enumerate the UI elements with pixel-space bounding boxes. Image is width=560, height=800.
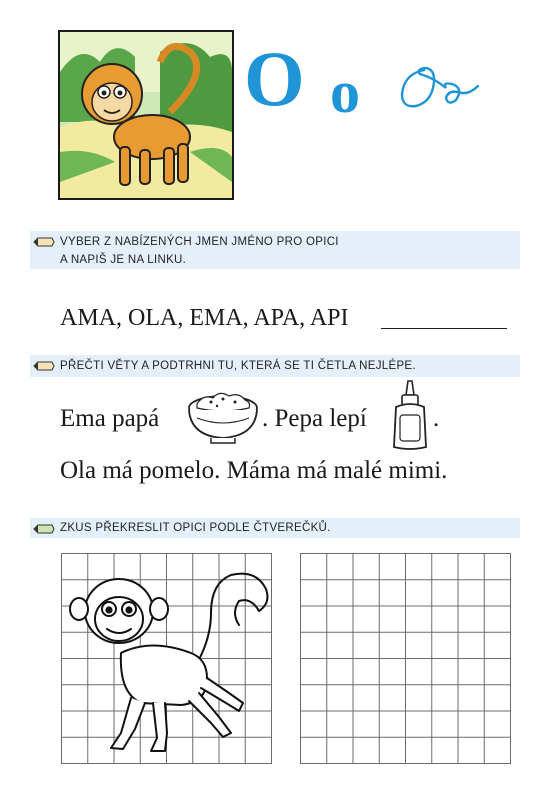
monkey-illustration xyxy=(58,30,234,200)
bowl-picture xyxy=(183,388,263,446)
grid-with-monkey xyxy=(61,553,273,765)
pencil-icon xyxy=(32,235,56,249)
sentence-end: . xyxy=(433,405,440,432)
pencil-icon xyxy=(32,522,56,536)
instruction-text: ZKUS PŘEKRESLIT OPICI PODLE ČTVEREČKŮ. xyxy=(60,522,331,534)
instruction-read-sentences xyxy=(30,355,520,377)
pencil-icon xyxy=(32,359,56,373)
letter-script-oo xyxy=(394,56,484,116)
instruction-text: VYBER Z NABÍZENÝCH JMEN JMÉNO PRO OPICI xyxy=(60,236,339,248)
instruction-draw-monkey xyxy=(30,518,520,538)
letter-uppercase-o: O xyxy=(244,35,305,122)
sentence-ola: Ola má pomelo. Máma má malé mimi. xyxy=(60,457,448,484)
empty-drawing-grid[interactable] xyxy=(300,553,512,765)
name-options: AMA, OLA, EMA, APA, API xyxy=(60,305,349,331)
instruction-text: PŘEČTI VĚTY A PODTRHNI TU, KTERÁ SE TI ČETLA NEJLÉPE. xyxy=(60,360,416,372)
instruction-text: A NAPIŠ JE NA LINKU. xyxy=(60,254,187,266)
sentence-pepa: . Pepa lepí xyxy=(262,405,367,432)
sentence-ema: Ema papá xyxy=(60,405,160,432)
instruction-choose-name xyxy=(30,231,520,269)
letter-lowercase-o: o xyxy=(330,59,360,125)
answer-line[interactable] xyxy=(381,328,507,329)
glue-picture xyxy=(386,379,434,451)
